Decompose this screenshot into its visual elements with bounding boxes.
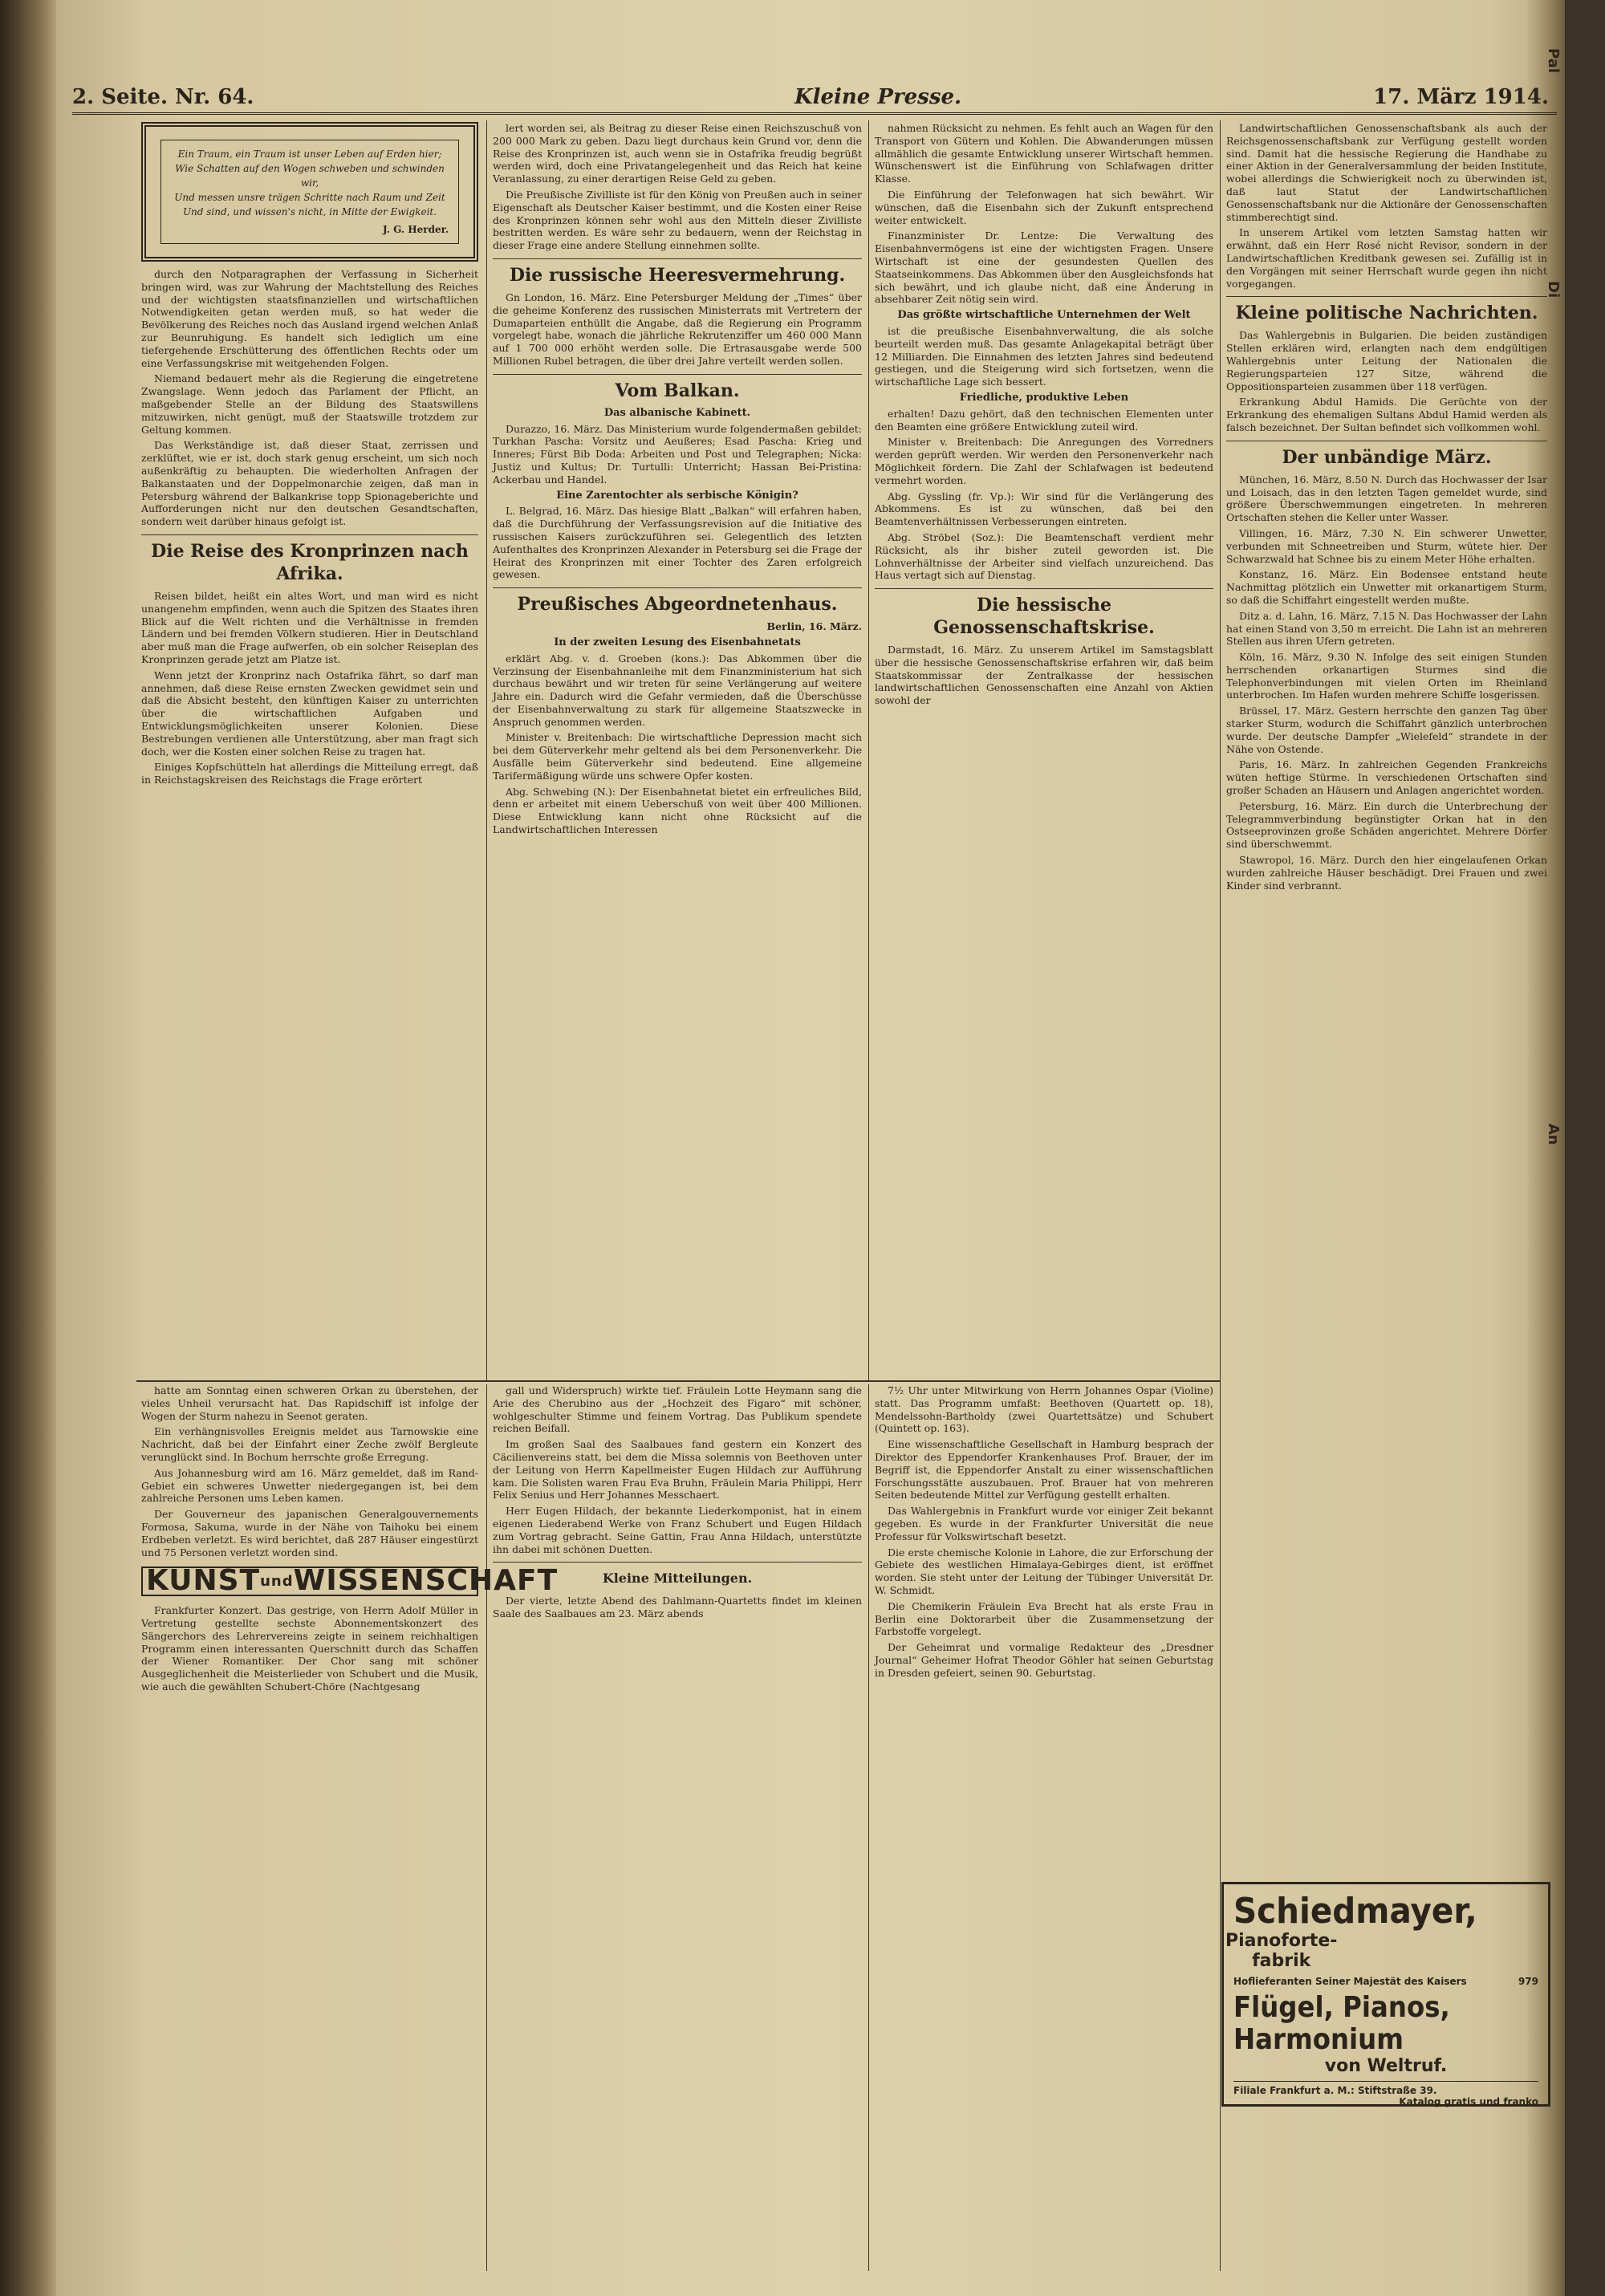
article-subheadline: Das größte wirtschaftliche Unternehmen der Welt bbox=[897, 309, 1191, 322]
paragraph: 7½ Uhr unter Mitwirkung von Herrn Johannes Ospar (Violine) statt. Das Programm umfaßt: Beethoven (Quartett op. 18), Mendelssohn-Bartholdy (zwei Quartettsätze) und Schubert (Quintett op. 163). bbox=[875, 1384, 1213, 1435]
paragraph: Wenn jetzt der Kronprinz nach Ostafrika fährt, so darf man annehmen, daß diese Reise ernsten Zwecken gewidmet sein und daß die Absicht besteht, den künftigen Kaiser zu unterrichten über die wirtschaftlichen Aufgaben und Entwicklungsmöglichkeiten unserer Kolonien. Diese Bestrebungen verdienen alle Unterstützung, aber man fragt sich doch, wer die Kosten einer solchen Reise zu tragen hat. bbox=[141, 668, 478, 758]
paragraph: Gn London, 16. März. Eine Petersburger Meldung der „Times“ über die geheime Konferenz des russischen Ministerrats mit Vertretern der Dumaparteien enthüllt die Angabe, daß die Regierung ein Programm vorgelegt habe, wonach die jährliche Rekrutenziffer um 460 000 Mann auf 1 700 000 erhöht werden solle. Die Ertrasausgabe werde 500 Millionen Rubel betragen, die über drei Jahre verteilt werden sollen. bbox=[493, 291, 862, 367]
ad-address bbox=[1233, 2081, 1538, 2107]
paragraph: Eine wissenschaftliche Gesellschaft in Hamburg besprach der Direktor des Eppendorfer Krankenhauses Prof. Brauer, der im Begriff ist, die Eppendorfer Anstalt zu einer wissenschaftlichen Forschungsstätte auszubauen. Prof. Brauer hat von mehreren Seiten bedeutende Mittel zur Verfügung gestellt erhalten. bbox=[875, 1438, 1213, 1502]
piano-ad bbox=[1221, 1882, 1550, 2107]
book-spine bbox=[0, 0, 56, 2296]
paragraph: Erkrankung Abdul Hamids. Die Gerüchte von der Erkrankung des ehemaligen Sultans Abdul Hamid werden als falsch bezeichnet. Der Sultan befindet sich vollkommen wohl. bbox=[1226, 396, 1547, 433]
paragraph: München, 16. März, 8.50 N. Durch das Hochwasser der Isar und Loisach, das in den letzten Tagen gemeldet wurde, sind größere Überschwemmungen eingetreten. In mehreren Ortschaften stehen die Keller unter Wasser. bbox=[1226, 473, 1547, 524]
banner-word: WISSENSCHAFT bbox=[293, 1564, 559, 1598]
column-3 bbox=[875, 122, 1213, 1378]
column-1 bbox=[141, 122, 478, 1378]
paragraph: Aus Johannesburg wird am 16. März gemeldet, daß im Rand-Gebiet ein schweres Unwetter niedergegangen ist, bei dem zahlreiche Personen ums Leben kamen. bbox=[141, 1466, 478, 1505]
paragraph: Die Chemikerin Fräulein Eva Brecht hat als erste Frau in Berlin eine Doktorarbeit über die Zusammensetzung der Farbstoffe vorgelegt. bbox=[875, 1599, 1213, 1638]
paragraph: Ditz a. d. Lahn, 16. März, 7.15 N. Das Hochwasser der Lahn hat einen Stand von 3,50 m erreicht. Die Lahn ist an mehreren Stellen aus ihren Ufern getreten. bbox=[1226, 609, 1547, 648]
lower-column-3 bbox=[875, 1384, 1213, 2271]
paragraph: hatte am Sonntag einen schweren Orkan zu überstehen, der vieles Unheil verursacht hat. Das Rapidschiff ist infolge der Wogen der Sturm nahezu in Seenot geraten. bbox=[141, 1384, 478, 1422]
ad-brand: Schiedmayer, bbox=[1233, 1891, 1477, 1932]
article-headline: Die Reise des Kronprinzen nach Afrika. bbox=[141, 534, 478, 585]
paragraph: Abg. Gyssling (fr. Vp.): Wir sind für die Verlängerung des Abkommens. Es ist zu wünschen, daß bei den Beamtenverhältnissen Verbesserungen eintreten. bbox=[875, 490, 1213, 528]
paragraph: Landwirtschaftlichen Genossenschaftsbank als auch der Reichsgenossenschaftsbank zur Verfügung gestellt worden sind. Damit hat die hessische Regierung die Handhabe zu einer Aktion in der Generalversammlung der beiden Institute, wobei allerdings die Schwierigkeit noch zu überwinden ist, daß laut Statut der Landwirtschaftlichen Genossenschaftsbank nur die Aktionäre der Genossenschaften stimmberechtigt sind. bbox=[1226, 122, 1547, 223]
paragraph: Konstanz, 16. März. Ein Bodensee entstand heute Nachmittag plötzlich ein Unwetter mit orkanartigem Sturm, so daß die Schiffahrt eingestellt werden mußte. bbox=[1226, 568, 1547, 606]
edge-word: Pal bbox=[1545, 48, 1562, 74]
paragraph: Abg. Ströbel (Soz.): Die Beamtenschaft verdient mehr Rücksicht, als ihr bisher zuteil geworden ist. Die Lohnverhältnisse der Arbeiter sind vielfach unzureichend. Das Haus vertagt sich auf Dienstag. bbox=[875, 530, 1213, 582]
quote-line: Wie Schatten auf den Wogen schweben und schwinden wir, bbox=[175, 163, 445, 189]
paragraph: Minister v. Breitenbach: Die wirtschaftliche Depression macht sich bei dem Güterverkehr mehr geltend als bei dem Personenverkehr. Die Ausfälle beim Güterverkehr sind bedeutend. Eine allgemeine Tarifermäßigung würde uns schwere Opfer kosten. bbox=[493, 731, 862, 782]
column-4 bbox=[1226, 122, 1547, 1863]
column-rule bbox=[1220, 120, 1221, 2271]
paragraph: Köln, 16. März, 9.30 N. Infolge des seit einigen Stunden herrschenden orkanartigen Sturmes sind die Telephonverbindungen mit vielen Orten im Rheinland unterbrochen. Im Hafen wurden mehrere Schiffe losgerissen. bbox=[1226, 651, 1547, 701]
article-headline: Die russische Heeresvermehrung. bbox=[493, 258, 862, 286]
ad-catalog: Katalog gratis und franko bbox=[1399, 2096, 1538, 2107]
paragraph: Herr Eugen Hildach, der bekannte Liederkomponist, hat in einem eigenen Liederabend Werke von Franz Schubert und Eugen Hildach zum Vortrag gebracht. Seine Gattin, Frau Anna Hildach, unterstützte ihn dabei mit schönen Duetten. bbox=[493, 1505, 862, 1555]
quote-line: Und sind, und wissen's nicht, in Mitte der Ewigkeit. bbox=[182, 206, 437, 217]
advertisement bbox=[1221, 1874, 1550, 2107]
paragraph: Der vierte, letzte Abend des Dahlmann-Quartetts findet im kleinen Saale des Saalbaues am 23. März abends bbox=[493, 1595, 862, 1620]
article-subheadline: Das albanische Kabinett. bbox=[603, 406, 751, 419]
paragraph: Der Gouverneur des japanischen Generalgouvernements Formosa, Sakuma, wurde in der Nähe von Taihoku bei einem Erdbeben verletzt. Es wird berichtet, daß 287 Häuser eingestürzt und 75 Personen verletzt worden sind. bbox=[141, 1508, 478, 1558]
lower-column-1 bbox=[141, 1384, 559, 2271]
memorial-quote-box bbox=[141, 122, 478, 262]
paragraph: Durazzo, 16. März. Das Ministerium wurde folgendermaßen gebildet: Turkhan Pascha: Vorsitz und Aeußeres; Esad Pascha: Krieg und Inneres; Fürst Bib Doda: Arbeiten und Post und Telegraphen; Nicka: Justiz und Kultus; Dr. Turtulli: Unterricht; Hassan Bei-Pristina: Ackerbau und Handel. bbox=[493, 422, 862, 486]
paragraph: Die Preußische Zivilliste ist für den König von Preußen auch in seiner Eigenschaft als Deutscher Kaiser bestimmt, und die Kosten einer Reise des Kronprinzen können sehr wohl aus den Mitteln dieser Zivilliste bestritten werden. Es wäre sehr zu bedauern, wenn der Reichstag in dieser Frage eine andere Stellung einnehmen sollte. bbox=[493, 188, 862, 252]
paragraph: Im großen Saal des Saalbaues fand gestern ein Konzert des Cäcilienvereins statt, bei dem die Missa solemnis von Beethoven unter der Leitung von Herrn Kapellmeister Eugen Hildach zur Aufführung kam. Die Solisten waren Frau Eva Bruhn, Fräulein Maria Philippi, Herr Felix Senius und Herr Johannes Messchaert. bbox=[493, 1438, 862, 1502]
edge-word: An bbox=[1545, 1124, 1562, 1145]
paragraph: Der Geheimrat und vormalige Redakteur des „Dresdner Journal“ Geheimer Hofrat Theodor Göhler hat seinen Geburtstag in Dresden gefeiert, seinen 90. Geburtstag. bbox=[875, 1641, 1213, 1679]
ad-royal-warrant bbox=[1233, 1976, 1538, 1987]
column-rule bbox=[486, 1384, 487, 2271]
paragraph: L. Belgrad, 16. März. Das hiesige Blatt „Balkan“ will erfahren haben, daß die Durchführung der Verfassungsrevision auf die Initiative des russischen Kaisers zurückzuführen sei. Gelegentlich des letzten Aufenthaltes des Kronprinzen Alexander in Petersburg sei die Frage der Heirat des Kronprinzen mit einer Tochter des Zaren erfolgreich gewesen. bbox=[493, 505, 862, 581]
paragraph: Ein verhängnisvolles Ereignis meldet aus Tarnowskie eine Nachricht, daß bei der Einfahrt einer Zeche zwölf Bergleute verunglückt sind. In Bochum herrschte große Erregung. bbox=[141, 1425, 478, 1463]
section-banner-kunst bbox=[141, 1564, 559, 1598]
column-rule bbox=[868, 120, 869, 1380]
dateline: Berlin, 16. März. bbox=[766, 620, 862, 633]
banner-word: KUNST bbox=[146, 1564, 261, 1598]
quote-author: J. G. Herder. bbox=[383, 224, 449, 235]
ad-products: Flügel, Pianos, Harmonium bbox=[1233, 1991, 1450, 2056]
ad-kind: fabrik bbox=[1252, 1951, 1311, 1971]
page-number: 2. Seite. Nr. 64. bbox=[72, 85, 254, 109]
paragraph: Darmstadt, 16. März. Zu unserem Artikel im Samstagsblatt über die hessische Genossenschaftskrise erfahren wir, daß beim Staatskommissar der Zentralkasse der hessischen landwirtschaftlichen Genossenschaften eine Anzahl von Aktien sowohl der bbox=[875, 644, 1213, 707]
column-2 bbox=[493, 122, 862, 1378]
paragraph: Minister v. Breitenbach: Die Anregungen des Vorredners werden geprüft werden. Wir werden den Personenverkehr nach Möglichkeit fördern. Die Zahl der Schlafwagen ist bedeutend vermehrt worden. bbox=[875, 436, 1213, 486]
paragraph: ist die preußische Eisenbahnverwaltung, die als solche beurteilt werden muß. Das gesamte Anlagekapital beträgt über 12 Milliarden. Die Einnahmen des letzten Jahres sind bedeutend gestiegen, und die Steigerung wird sich fortsetzen, wenn die wirtschaftliche Lage sich bessert. bbox=[875, 324, 1213, 388]
page-header bbox=[72, 80, 1557, 115]
section-rule bbox=[136, 1380, 1220, 1382]
paragraph: Paris, 16. März. In zahlreichen Gegenden Frankreichs wüten heftige Stürme. In verschiedenen Ortschaften sind großer Schaden an Häusern und Anlagen angerichtet worden. bbox=[1226, 758, 1547, 797]
newspaper-title: Kleine Presse. bbox=[794, 85, 962, 109]
article-headline: Preußisches Abgeordnetenhaus. bbox=[493, 587, 862, 616]
paragraph: Brüssel, 17. März. Gestern herrschte den ganzen Tag über starker Sturm, wodurch die Schiffahrt gänzlich unterbrochen wurde. Der deutsche Dampfer „Wielefeld“ strandete in der Nähe von Ostende. bbox=[1226, 705, 1547, 755]
article-subheadline: Friedliche, produktive Leben bbox=[959, 391, 1129, 404]
paragraph: Abg. Schwebing (N.): Der Eisenbahnetat bietet ein erfreuliches Bild, denn er arbeitet mit einem Ueberschuß von weit über 400 Millionen. Diese Entwicklung kann nicht ohne Rücksicht auf die Landwirtschaftlichen Interessen bbox=[493, 785, 862, 836]
paragraph: Petersburg, 16. März. Ein durch die Unterbrechung der Telegrammverbindung begünstigter Orkan hat in den Ostseeprovinzen große Schäden angerichtet. Mehrere Dörfer sind überschwemmt. bbox=[1226, 799, 1547, 851]
ad-royal-text: Hoflieferanten Seiner Majestät des Kaisers bbox=[1233, 1976, 1467, 1987]
article-subheadline: Eine Zarentochter als serbische Königin? bbox=[556, 489, 798, 502]
paragraph: Stawropol, 16. März. Durch den hier eingelaufenen Orkan wurden zahlreiche Häuser beschädigt. Drei Frauen und zwei Kinder sind verbrannt. bbox=[1226, 854, 1547, 892]
edge-word: Di bbox=[1545, 281, 1562, 299]
ad-address-text: Filiale Frankfurt a. M.: Stiftstraße 39. bbox=[1233, 2085, 1437, 2096]
paragraph: erhalten! Dazu gehört, daß den technischen Elementen unter den Beamten eine größere Entwicklung zuteil wird. bbox=[875, 407, 1213, 433]
paragraph: gall und Widerspruch) wirkte tief. Fräulein Lotte Heymann sang die Arie des Cherubino aus der „Hochzeit des Figaro“ mit schöner, wohlgeschulter Stimme und feinem Vortrag. Das Publikum spendete reichen Beifall. bbox=[493, 1384, 862, 1435]
column-rule bbox=[486, 120, 487, 1380]
paragraph: Das Wahlergebnis in Bulgarien. Die beiden zuständigen Stellen erklären wird, erlangten nach dem endgültigen Wahlergebnis unter Leitung der Nationalen die Regierungsparteien 127 Sitze, während die Oppositionsparteien zusammen über 118 verfügen. bbox=[1226, 329, 1547, 392]
ad-number: 979 bbox=[1518, 1976, 1538, 1987]
paragraph: Einiges Kopfschütteln hat allerdings die Mitteilung erregt, daß in Reichstagskreisen des Reichstags die Frage erörtert bbox=[141, 761, 478, 786]
paragraph: Die erste chemische Kolonie in Lahore, die zur Erforschung der Gebiete des westlichen Himalaya-Gebirges dient, ist eröffnet worden. Sie steht unter der Leitung der Tübinger Universität Dr. W. Schmidt. bbox=[875, 1546, 1213, 1596]
issue-date: 17. März 1914. bbox=[1373, 85, 1549, 109]
article-headline: Die hessische Genossenschaftskrise. bbox=[875, 588, 1213, 639]
lower-column-2 bbox=[493, 1384, 862, 2271]
paragraph: durch den Notparagraphen der Verfassung in Sicherheit bringen wird, was zur Wahrung der Machtstellung des Reiches und der wichtigsten staatsfinanziellen und wirtschaftlichen Notwendigkeiten getan werden muß, so hat weder die Bevölkerung des Reiches noch das Ausland irgend welchen Anlaß zur Beunruhigung. Es handelt sich lediglich um eine tiefergehende Erschütterung des öffentlichen Rechts oder um eine Verfassungskrise mit weitgehenden Folgen. bbox=[141, 268, 478, 369]
paragraph: Die Einführung der Telefonwagen hat sich bewährt. Wir wünschen, daß die Eisenbahn sich der Zukunft entsprechend weiter entwickelt. bbox=[875, 188, 1213, 226]
banner-word: und bbox=[260, 1573, 294, 1591]
paragraph: Das Werkständige ist, daß dieser Staat, zerrissen und zerklüftet, wie er ist, doch stark genug erscheint, um sich noch außenkräftig zu behaupten. Die wiederholten Anfragen der Balkanstaaten und der Doppelmonarchie zeigen, daß man in Petersburg während der Balkankrise topp Spionageberichte und Aufforderungen nicht nur den deutschen Gesandtschaften, sondern weit darüber hinaus gefolgt ist. bbox=[141, 439, 478, 528]
paragraph: erklärt Abg. v. d. Groeben (kons.): Das Abkommen über die Verzinsung der Eisenbahnanleihe mit dem Finanzministerium hat sich durchaus bewährt und wir treten für seine Verlängerung auf weitere Jahre ein. Dadurch wird die Gefahr vermieden, daß die Überschüsse der Eisenbahnverwaltung zu stark für allgemeine Staatszwecke in Anspruch genommen werden. bbox=[493, 652, 862, 728]
ad-tagline: von Weltruf. bbox=[1324, 2056, 1448, 2076]
column-rule bbox=[868, 1384, 869, 2271]
quote-line: Ein Traum, ein Traum ist unser Leben auf Erden hier; bbox=[177, 148, 442, 160]
paragraph: nahmen Rücksicht zu nehmen. Es fehlt auch an Wagen für den Transport von Gütern und Kohlen. Die Abwanderungen müssen allmählich die gesamte Entwicklung unserer Wirtschaft hemmen. Wünschenswert ist die Einführung von Schlafwagen dritter Klasse. bbox=[875, 122, 1213, 185]
paragraph: lert worden sei, als Beitrag zu dieser Reise einen Reichszuschuß von 200 000 Mark zu geben. Dazu liegt durchaus kein Grund vor, denn die Reise des Kronprinzen ist, auch wenn sie in Ostafrika freudig begrüßt werden wird, doch eine Privatangelegenheit und das Reich hat keine Veranlassung, zu einer derartigen Reise Geld zu geben. bbox=[493, 122, 862, 185]
article-headline: Kleine politische Nachrichten. bbox=[1226, 296, 1547, 324]
quote-line: Und messen unsre trägen Schritte nach Raum und Zeit bbox=[174, 192, 445, 203]
paragraph: Frankfurter Konzert. Das gestrige, von Herrn Adolf Müller in Vertretung gestellte sechste Abonnementskonzert des Sängerchors des Lehrervereins zeigte in seinem reichhaltigen Programm einen interessanten Querschnitt durch das Schaffen der Wiener Romantiker. Der Chor sang mit schöner Ausgeglichenheit die Meisterlieder von Schubert und die Musik, wie auch die gewählten Schubert-Chöre (Nachtgesang bbox=[141, 1604, 478, 1693]
paragraph: In unserem Artikel vom letzten Samstag hatten wir erwähnt, daß ein Herr Rosé nicht Revisor, sondern in der Landwirtschaftlichen Kreditbank gewesen sei. Zufällig ist in den Vorgängen mit seiner Herrschaft wurde gegen ihn nicht vorgegangen. bbox=[1226, 226, 1547, 290]
article-headline: Der unbändige März. bbox=[1226, 441, 1547, 469]
paragraph: Niemand bedauert mehr als die Regierung die eingetretene Zwangslage. Wenn jedoch das Parlament der Pflicht, an maßgebender Stelle an der Bildung des Staatswillens mitzuwirken, nicht genügt, muß der Staatswille trotzdem zur Geltung kommen. bbox=[141, 372, 478, 436]
paragraph: Reisen bildet, heißt ein altes Wort, und man wird es nicht unangenehm empfinden, wenn auch die Spitzen des Staates ihren Blick auf die Welt richten und die Verhältnisse in fremden Ländern und bei fremden Völkern studieren. Hier in Deutschland aber muß man die Frage aufwerfen, ob ein solcher Reiseplan des Kronprinzen gerade jetzt am Platze ist. bbox=[141, 589, 478, 665]
paragraph: Finanzminister Dr. Lentze: Die Verwaltung des Eisenbahnvermögens ist eine der wichtigsten Fragen. Unsere Wirtschaft ist eine der gesundesten Quellen des Staatseinkommens. Das Abkommen über den Ausgleichsfonds hat sich bewährt, und ich glaube nicht, daß eine Änderung in absehbarer Zeit nötig sein wird. bbox=[875, 230, 1213, 306]
ad-kind: Pianoforte- bbox=[1225, 1931, 1338, 1951]
paragraph: Das Wahlergebnis in Frankfurt wurde vor einiger Zeit bekannt gegeben. Es wurde in der Frankfurter Universität die neue Professur für Volkswirtschaft besetzt. bbox=[875, 1505, 1213, 1542]
article-subheadline: In der zweiten Lesung des Eisenbahnetats bbox=[554, 636, 801, 648]
article-headline: Vom Balkan. bbox=[493, 374, 862, 402]
article-headline: Kleine Mitteilungen. bbox=[493, 1562, 862, 1590]
paragraph: Villingen, 16. März, 7.30 N. Ein schwerer Unwetter, verbunden mit Schneetreiben und Sturm, wütete hier. Der Schwarzwald hat Schnee bis zu einem Meter Höhe erhalten. bbox=[1226, 526, 1547, 565]
